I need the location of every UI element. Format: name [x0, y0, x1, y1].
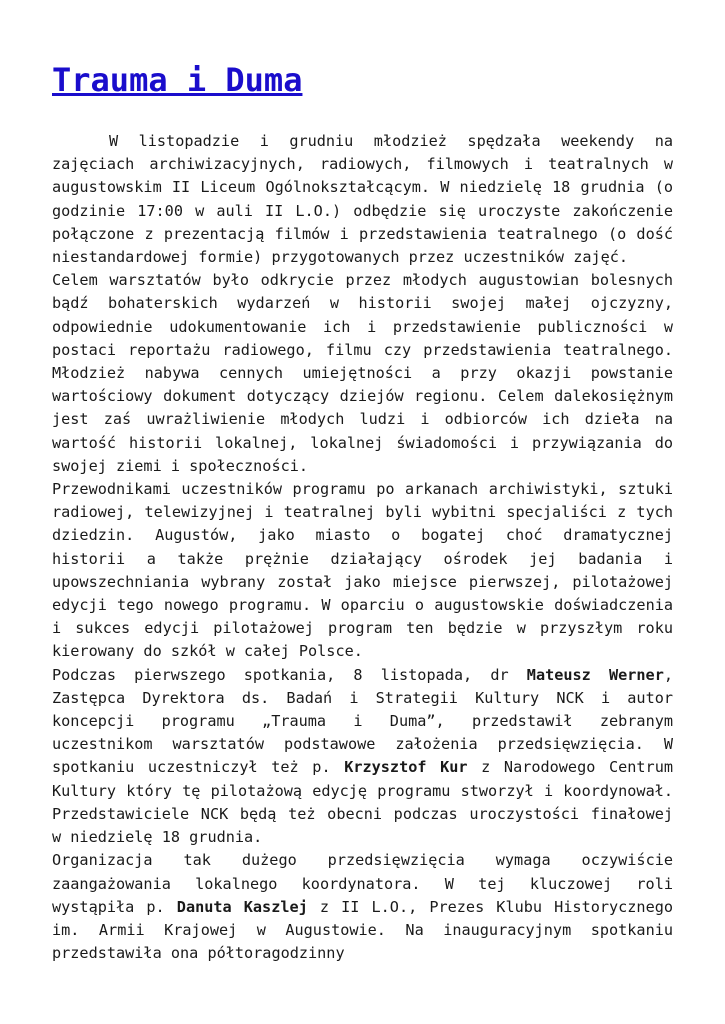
article-paragraph-4 — [52, 664, 673, 850]
paragraph-text: , Zastępca Dyrektora ds. Badań i Strategii Kultury NCK i autor koncepcji programu „Trauma i Duma”, przedstawił zebranym uczestnikom warsztatów podstawowe założenia przedsięwzięcia. W spotkaniu uczestniczył też p. — [52, 665, 673, 777]
person-name-mateusz-werner: Mateusz Werner — [526, 665, 664, 684]
article-paragraph-5 — [52, 849, 673, 965]
paragraph-text: W listopadzie i grudniu młodzież spędzała weekendy na zajęciach archiwizacyjnych, radiowych, filmowych i teatralnych w augustowskim II Liceum Ogólnokształcącym. W niedzielę 18 grudnia (o godzinie 17:00 w auli II L.O.) odbędzie się uroczyste zakończenie połączone z prezentacją filmów i przedstawienia teatralnego (o dość niestandardowej formie) przygotowanych przez uczestników zajęć. — [52, 132, 673, 267]
paragraph-text: z II L.O., Prezes Klubu Historycznego im. Armii Krajowej w Augustowie. Na inauguracyjnym spotkaniu przedstawiła ona półtoragodzinny — [52, 897, 674, 963]
article-paragraph-3 — [52, 478, 673, 664]
person-name-danuta-kaszlej: Danuta Kaszlej — [176, 897, 308, 916]
paragraph-text: Celem warsztatów było odkrycie przez młodych augustowian bolesnych bądź bohaterskich wydarzeń w historii swojej małej ojczyzny, odpowiednie udokumentowanie ich i przedstawienie publiczności w postaci reportażu radiowego, filmu czy przedstawienia teatralnego. Młodzież nabywa cennych umiejętności a przy okazji powstanie wartościowy dokument dotyczący dziejów regionu. Celem dalekosiężnym jest zaś uwrażliwienie młodych ludzi i odbiorców ich dzieła na wartość historii lokalnej, lokalnej świadomości i przywiązania do swojej ziemi i społeczności. — [52, 271, 673, 475]
paragraph-text: Podczas pierwszego spotkania, 8 listopada, dr — [52, 665, 527, 684]
article-paragraph-1 — [52, 130, 673, 269]
article-title[interactable]: Trauma i Duma — [52, 61, 303, 99]
paragraph-text: z Narodowego Centrum Kultury który tę pilotażową edycję programu stworzył i koordynował. Przedstawiciele NCK będą też obecni podczas uroczystości finałowej w niedzielę 18 grudnia. — [52, 758, 673, 847]
article-paragraph-2 — [52, 269, 673, 478]
paragraph-text: Organizacja tak dużego przedsięwzięcia wymaga oczywiście zaangażowania lokalnego koordynatora. W tej kluczowej roli wystąpiła p. — [52, 851, 673, 916]
paragraph-text: Przewodnikami uczestników programu po arkanach archiwistyki, sztuki radiowej, telewizyjnej i teatralnej byli wybitni specjaliści z tych dziedzin. Augustów, jako miasto o bogatej choć dramatycznej historii a także prężnie działający ośrodek jej badania i upowszechniania wybrany został jako miejsce pierwszej, pilotażowej edycji tego nowego programu. W oparciu o augustowskie doświadczenia i sukces edycji pilotażowej program ten będzie w przyszłym roku kierowany do szkół w całej Polsce. — [52, 480, 673, 661]
person-name-krzysztof-kur: Krzysztof Kur — [344, 758, 468, 777]
